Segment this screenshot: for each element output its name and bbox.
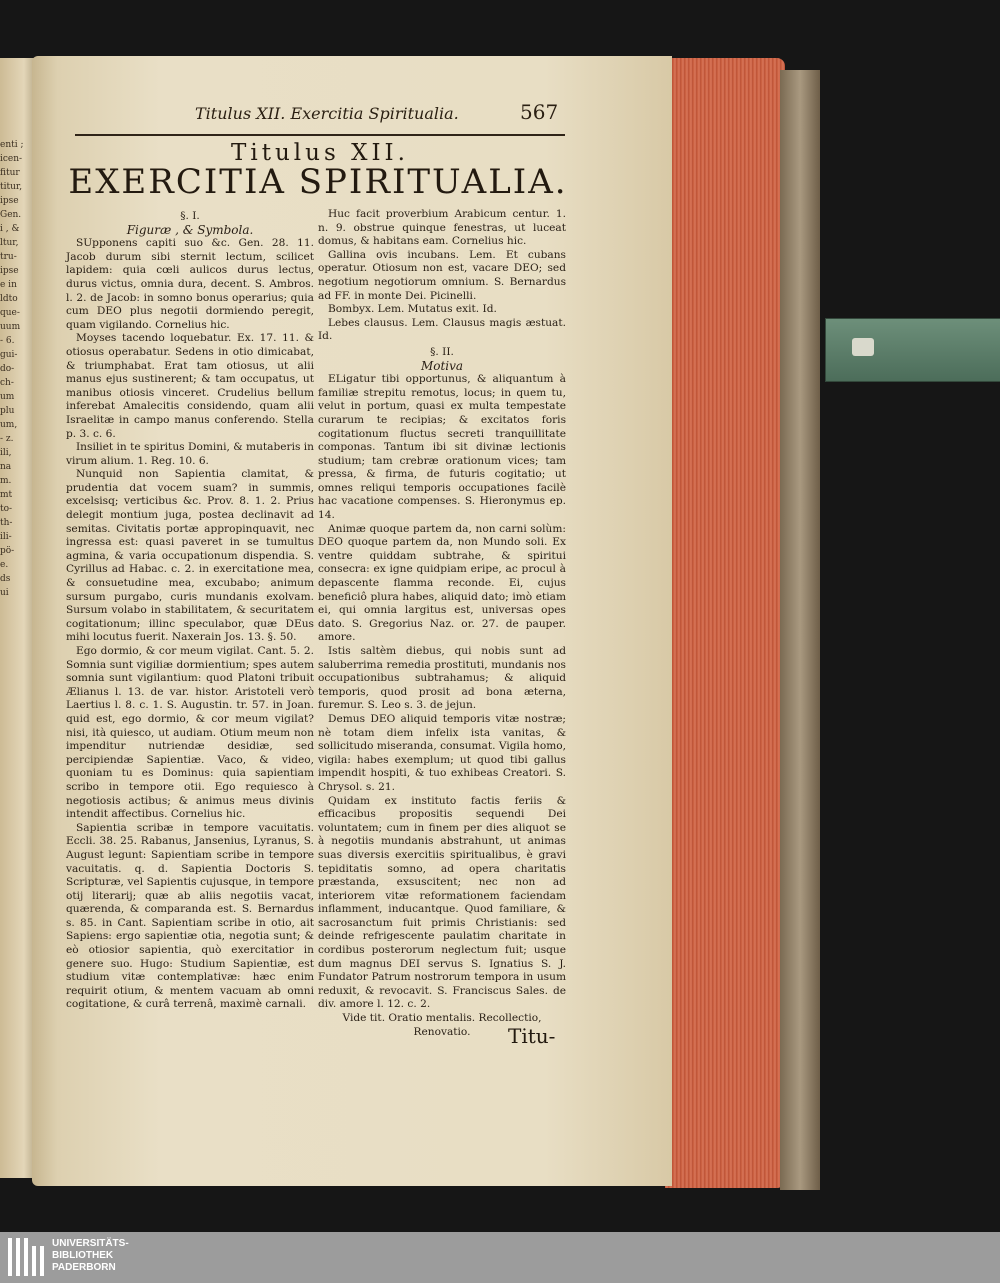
paragraph: Lebes clausus. Lem. Clausus magis æstuat. Id. [318, 316, 566, 343]
margin-fragment: i , & [0, 224, 20, 234]
margin-fragment: ltur, [0, 238, 19, 248]
margin-fragment: plu [0, 406, 15, 416]
paragraph: SUpponens capiti suo &c. Gen. 28. 11. Jacob durum sibi sternit lectum, scilicet lapidem: quia cœli aulicos durus lectus, durus victus, omnia dura, decent. S. Ambros. l. 2. de Jacob: in somno bonus operarius; quia cum DEO plus negotii dormiendo peregit, quam vigilando. Cornelius hic. [66, 237, 314, 331]
margin-fragment: ui [0, 588, 9, 598]
paragraph: Demus DEO aliquid temporis vitæ nostræ; nè totam diem infelix ista vanitas, & sollicitudo miseranda, consumat. Vigila homo, vigila: habes exemplum; ut quod tibi gallus impendit hospiti, & tuo exhibeas Creatori. S. Chrysol. s. 21. [318, 712, 566, 793]
paragraph: Ego dormio, & cor meum vigilat. Cant. 5. 2. Somnia sunt vigiliæ dormientium; spes autem somnia sunt vigilantium: quod Platoni tribuit Ælianus l. 13. de var. histor. Aristoteli verò Laertius l. 8. c. 1. S. Augustin. tr. 57. in Joan. quid est, ego dormio, & cor meum vigilat? nisi, ità quiesco, ut audiam. Otium meum non impenditur nutriendæ desidiæ, sed percipiendæ Sapientiæ. Vaco, & video, quoniam tu es Dominus: quia sapientiam scribo in tempore otii. Ego requiesco à negotiosis actibus; & animus meus divinis intendit affectibus. Cornelius hic. [66, 645, 314, 821]
margin-fragment: th- [0, 518, 13, 528]
page-number: 567 [520, 100, 559, 124]
margin-fragment: e in [0, 280, 17, 290]
margin-fragment: um [0, 392, 15, 402]
margin-fragment: - z. [0, 434, 14, 444]
text-column-left [66, 208, 314, 1038]
running-title: Titulus XII. Exercitia Spiritualia. [195, 104, 459, 123]
margin-fragment: ili, [0, 448, 12, 458]
paragraph: Moyses tacendo loquebatur. Ex. 17. 11. & otiosus operabatur. Sedens in otio dimicabat, & triumphabat. Erat tam otiosus, ut alii manus ejus sustinerent; & tam occupatus, ut manibus otiosis vinceret. Crudelius bellum inferebat Amalecitis considendo, quam alii Israelitæ in campo manus conferendo. Stella p. 3. c. 6. [66, 332, 314, 440]
margin-fragment: - 6. [0, 336, 15, 346]
paragraph: ELigatur tibi opportunus, & aliquantum à familiæ strepitu remotus, locus; in quem tu, velut in portum, quasi ex multa tempestate curarum te recipias; & excitatos foris cogitationum fluctus secreti tranquillitate componas. Tantum ibi sit divinæ lectionis studium; tam crebræ orationum vices; tam pressa, & firma, de futuris cogitatio; ut omnes reliqui temporis occupationes facilè hac vacatione compenses. S. Hieronymus ep. 14. [318, 373, 566, 522]
margin-fragment: do- [0, 364, 15, 374]
paragraph: Animæ quoque partem da, non carni solùm: DEO quoque partem da, non Mundo soli. Ex ventre quiddam subtrahe, & spiritui consecra: ex igne quidpiam eripe, ac procul à depascente flamma reconde. Ei, cujus beneficiô plura habes, aliquid dato; imò etiam ei, qui omnia largitus est, universas opes dato. S. Gregorius Naz. or. 27. de pauper. amore. [318, 522, 566, 644]
title-big: EXERCITIA SPIRITUALIA. [68, 162, 568, 202]
paragraph: Vide tit. Oratio mentalis. Recollectio, Renovatio. [342, 1012, 542, 1038]
section-heading: §. II. [430, 345, 454, 358]
margin-fragment: tru- [0, 252, 17, 262]
paragraph: Quidam ex instituto factis feriis & efficacibus propositis sequendi Dei voluntatem; cum in finem per dies aliquot se à negotiis mundanis abstrahunt, ut animas suas diversis exercitiis spiritualibus, è gravi tepiditatis somno, ad opera charitatis præstanda, exsuscitent; nec non ad interiorem vitæ reformationem faciendam inflamment, inducantque. Quod familiare, & sacrosanctum fuit primis Christianis: sed deinde refrigescente paulatim charitate in cordibus posterorum neglectum fuit; usque dum magnus DEI servus S. Ignatius S. J. Fundator Patrum nostrorum tempora in usum reduxit, & revocavit. S. Franciscus Sales. de div. amore l. 12. c. 2. [318, 794, 566, 1011]
paragraph: Bombyx. Lem. Mutatus exit. Id. [328, 303, 497, 316]
margin-fragment: gui- [0, 350, 18, 360]
margin-fragment: enti ; [0, 140, 24, 150]
paragraph: Insiliet in te spiritus Domini, & mutaberis in virum alium. 1. Reg. 10. 6. [66, 441, 314, 467]
paragraph: Gallina ovis incubans. Lem. Et cubans operatur. Otiosum non est, vacare DEO; sed negotium negotiorum omnium. S. Bernardus ad FF. in monte Dei. Picinelli. [318, 248, 566, 302]
margin-fragment: Gen. [0, 210, 22, 220]
page-edges [665, 58, 785, 1188]
section-subheading: Motiva [420, 358, 464, 373]
logo-line: UNIVERSITÄTS- [52, 1238, 129, 1249]
margin-fragment: fitur [0, 168, 20, 178]
margin-fragment: pö- [0, 546, 15, 556]
section-heading: §. I. [180, 210, 200, 222]
margin-fragment: ch- [0, 378, 14, 388]
left-page-fragments [0, 138, 34, 600]
margin-fragment: icen- [0, 154, 23, 164]
library-logo-icon [8, 1238, 44, 1276]
margin-fragment: e. [0, 560, 9, 570]
catchword: Titu- [508, 1024, 556, 1048]
margin-fragment: titur, [0, 182, 23, 192]
library-footer [0, 1232, 1000, 1283]
margin-fragment: um, [0, 420, 18, 430]
logo-line: BIBLIOTHEK [52, 1250, 114, 1261]
book-cover [780, 70, 820, 1190]
section-subheading: Figuræ , & Symbola. [126, 222, 254, 237]
paragraph: Istis saltèm diebus, qui nobis sunt ad saluberrima remedia prostituti, mundanis nos occupationibus subtrahamus; & aliquid temporis, quod prosit ad bona æterna, furemur. S. Leo s. 3. de jejun. [318, 645, 566, 712]
text-column-right [318, 208, 566, 1038]
margin-fragment: ds [0, 574, 11, 584]
margin-fragment: m. [0, 476, 12, 486]
margin-fragment: ipse [0, 196, 19, 206]
library-logo-text [52, 1238, 129, 1274]
margin-fragment: ipse [0, 266, 19, 276]
margin-fragment: ili- [0, 532, 12, 542]
title-small: Titulus XII. [231, 140, 409, 166]
header-rule [75, 134, 565, 136]
margin-fragment: que- [0, 308, 20, 318]
margin-fragment: mt [0, 490, 13, 500]
page-header [75, 100, 565, 136]
logo-line: PADERBORN [52, 1262, 116, 1273]
margin-fragment: na [0, 462, 12, 472]
paragraph: Huc facit proverbium Arabicum centur. 1. n. 9. obstrue quinque fenestras, ut luceat domus, & habitans eam. Cornelius hic. [318, 208, 566, 248]
paragraph: Sapientia scribæ in tempore vacuitatis. Eccli. 38. 25. Rabanus, Jansenius, Lyranus, S. August legunt: Sapientiam scribe in tempore vacuitatis. q. d. Sapientia Doctoris S. Scripturæ, vel Sapientis cujusque, in tempore otij literarij; quæ ab aliis negotiis vacat, quærenda, & comparanda est. S. Bernardus s. 85. in Cant. Sapientiam scribe in otio, ait Sapiens: ergo sapientiæ otia, negotia sunt; & eò otiosior sapientia, quò exercitatior in genere suo. Hugo: Studium Sapientiæ, est studium vitæ contemplativæ: hæc enim requirit otium, & mentem vacuam ab omni cogitatione, & curâ terrenâ, maximè carnali. [66, 821, 314, 1011]
margin-fragment: to- [0, 504, 13, 514]
margin-fragment: uum [0, 322, 21, 332]
margin-fragment: ldto [0, 294, 18, 304]
paragraph: Nunquid non Sapientia clamitat, & prudentia dat vocem suam? in summis, excelsisq; verticibus &c. Prov. 8. 1. 2. Prius delegit montium juga, postea declinavit ad semitas. Civitatis portæ appropinquavit, nec ingressa est: quasi paveret in se tumultus agmina, & varia occupationum dispendia. S. Cyrillus ad Habac. c. 2. in exercitatione mea, & consuetudine mea, excubabo; animum sursum purgabo, curis mundanis exolvam. Sursum volabo in stabilitatem, & securitatem cogitationum; illinc speculabor, quæ DEus mihi locutus fuerit. Naxerain Jos. 13. §. 50. [66, 468, 314, 644]
clasp-hole [852, 338, 874, 356]
